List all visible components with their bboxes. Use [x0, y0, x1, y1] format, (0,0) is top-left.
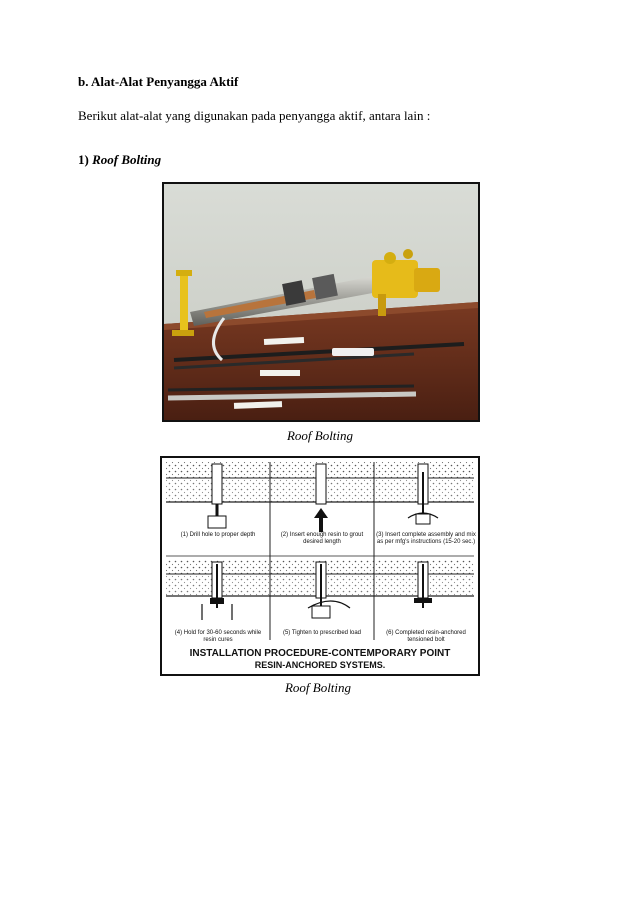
- roof-bolting-photo-illustration: [164, 184, 478, 420]
- step-6-label: (6) Completed resin-anchored tensioned bolt: [386, 630, 466, 643]
- section-heading: b. Alat-Alat Penyangga Aktif: [78, 74, 239, 89]
- diagram-title-line-1: INSTALLATION PROCEDURE-CONTEMPORARY POINT: [189, 648, 451, 659]
- step-4-label: (4) Hold for 30-60 seconds while resin cures: [174, 630, 262, 643]
- step-1-label: (1) Drill hole to proper depth: [180, 532, 256, 538]
- intro-text: Berikut alat-alat yang digunakan pada penyangga aktif, antara lain :: [78, 108, 431, 123]
- step-2-label: (2) Insert enough resin to grout desired length: [280, 532, 364, 545]
- roof-bolting-photo: [162, 182, 480, 422]
- subsection-number: 1): [78, 152, 89, 167]
- subsection-name: Roof Bolting: [92, 152, 162, 167]
- figure-1-caption: Roof Bolting: [286, 428, 354, 443]
- figure-2-caption: Roof Bolting: [284, 680, 352, 695]
- subsection-title: [78, 152, 161, 168]
- step-5-label: (5) Tighten to prescribed load: [282, 630, 362, 636]
- installation-procedure-diagram: [160, 456, 480, 676]
- step-3-label: (3) Insert complete assembly and mix as per mfg's instructions (15-20 sec.): [376, 532, 476, 545]
- diagram-title-line-2: RESIN-ANCHORED SYSTEMS.: [254, 660, 386, 670]
